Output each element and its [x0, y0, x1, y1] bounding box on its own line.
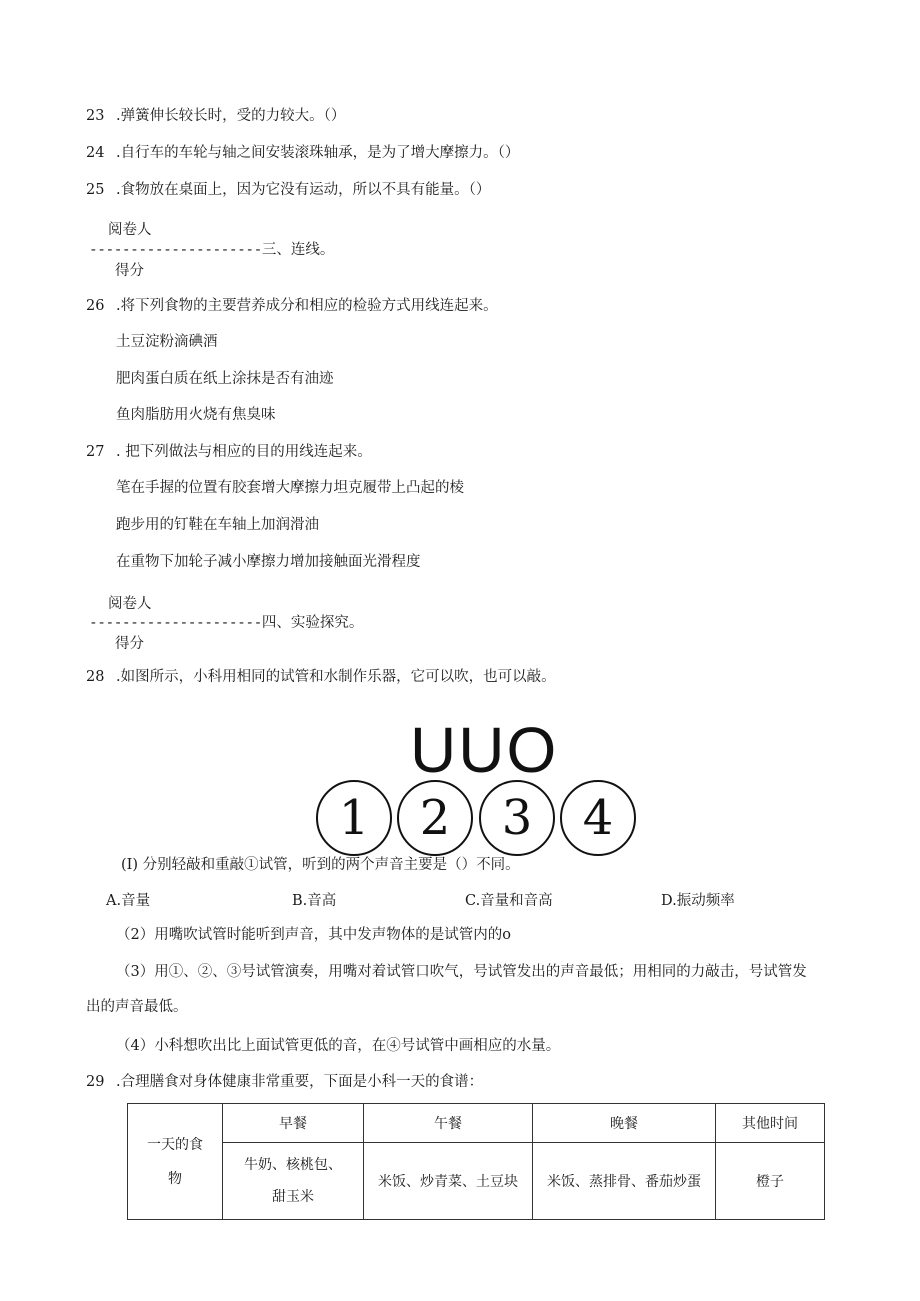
reviewer-label: 阅卷人: [108, 222, 152, 238]
tube-label-3: 3: [479, 780, 555, 856]
cell-lunch: 米饭、炒青菜、土豆块: [364, 1143, 533, 1220]
section-4-heading: [89, 613, 363, 633]
option-b: B.音高: [292, 893, 337, 909]
header-dinner: 晚餐: [533, 1104, 716, 1143]
question-number: 23: [86, 108, 105, 124]
match-item: 在重物下加轮子减小摩擦力增加接触面光滑程度: [116, 554, 421, 570]
question-number: 29: [86, 1074, 105, 1090]
question-24: [86, 143, 519, 163]
match-item: 跑步用的钉鞋在车轴上加润滑油: [116, 517, 319, 533]
header-lunch: 午餐: [364, 1104, 533, 1143]
question-text: .自行车的车轮与轴之间安装滚珠轴承，是为了增大摩擦力。（）: [116, 145, 520, 161]
cell-breakfast: [223, 1143, 364, 1220]
section-title: 四、实验探究。: [261, 615, 364, 631]
tube-label-2: 2: [397, 780, 473, 856]
header-other: 其他时间: [716, 1104, 825, 1143]
tube-label-1: 1: [316, 780, 392, 856]
test-tubes-figure: UUO: [410, 714, 559, 786]
cell-dinner: 米饭、蒸排骨、番茄炒蛋: [533, 1143, 716, 1220]
question-25: [86, 180, 490, 200]
divider-dashes: ---------------------: [89, 615, 262, 631]
row-header-line: 物: [168, 1170, 182, 1187]
sub-question-3: （3）用①、②、③号试管演奏，用嘴对着试管口吹气，号试管发出的声音最低；用相同的力敲击，号试管发: [116, 964, 807, 980]
match-item: 笔在手握的位置有胶套增大摩擦力坦克履带上凸起的棱: [116, 480, 464, 496]
question-29: [86, 1072, 483, 1092]
sub-question-4: （4）小科想吹出比上面试管更低的音，在④号试管中画相应的水量。: [116, 1038, 561, 1054]
header-breakfast: 早餐: [223, 1104, 364, 1143]
sub-question-1: (I) 分别轻敲和重敲①试管，听到的两个声音主要是（）不同。: [121, 857, 520, 873]
question-28: [86, 667, 556, 687]
match-item: 土豆淀粉滴碘酒: [116, 334, 218, 350]
question-text: .食物放在桌面上，因为它没有运动，所以不具有能量。（）: [116, 182, 491, 198]
question-text: .合理膳食对身体健康非常重要，下面是小科一天的食谱：: [116, 1074, 484, 1090]
row-header-line: 一天的食: [147, 1136, 203, 1153]
question-26: [86, 296, 498, 316]
tube-label-4: 4: [560, 780, 636, 856]
cell-line: 牛奶、核桃包、: [244, 1157, 342, 1173]
row-header-cell: [128, 1104, 223, 1220]
question-number: 28: [86, 669, 105, 685]
match-item: 肥肉蛋白质在纸上涂抹是否有油迹: [116, 371, 334, 387]
question-number: 25: [86, 182, 105, 198]
score-label: 得分: [115, 636, 144, 652]
sub-question-3-cont: 出的声音最低。: [86, 999, 188, 1015]
question-number: 24: [86, 145, 105, 161]
question-text: .如图所示，小科用相同的试管和水制作乐器，它可以吹，也可以敲。: [116, 669, 556, 685]
divider-dashes: ---------------------: [89, 242, 262, 258]
section-title: 三、连线。: [261, 242, 335, 258]
question-text: . 把下列做法与相应的目的用线连起来。: [116, 444, 372, 460]
question-23: [86, 106, 345, 126]
reviewer-label: 阅卷人: [108, 596, 152, 612]
question-27: [86, 442, 372, 462]
sub-question-2: （2）用嘴吹试管时能听到声音，其中发声物体的是试管内的o: [116, 927, 511, 943]
cell-line: 甜玉米: [272, 1189, 314, 1205]
option-a: A.音量: [106, 893, 151, 909]
cell-other: 橙子: [716, 1143, 825, 1220]
question-text: .弹簧伸长较长时，受的力较大。（）: [116, 108, 346, 124]
question-number: 26: [86, 298, 105, 314]
match-item: 鱼肉脂肪用火烧有焦臭味: [116, 407, 276, 423]
meal-table: [127, 1103, 825, 1220]
question-number: 27: [86, 444, 105, 460]
question-text: .将下列食物的主要营养成分和相应的检验方式用线连起来。: [116, 298, 498, 314]
section-3-heading: [89, 240, 334, 260]
option-d: D.振动频率: [661, 893, 735, 909]
option-c: C.音量和音高: [465, 893, 553, 909]
score-label: 得分: [115, 263, 144, 279]
